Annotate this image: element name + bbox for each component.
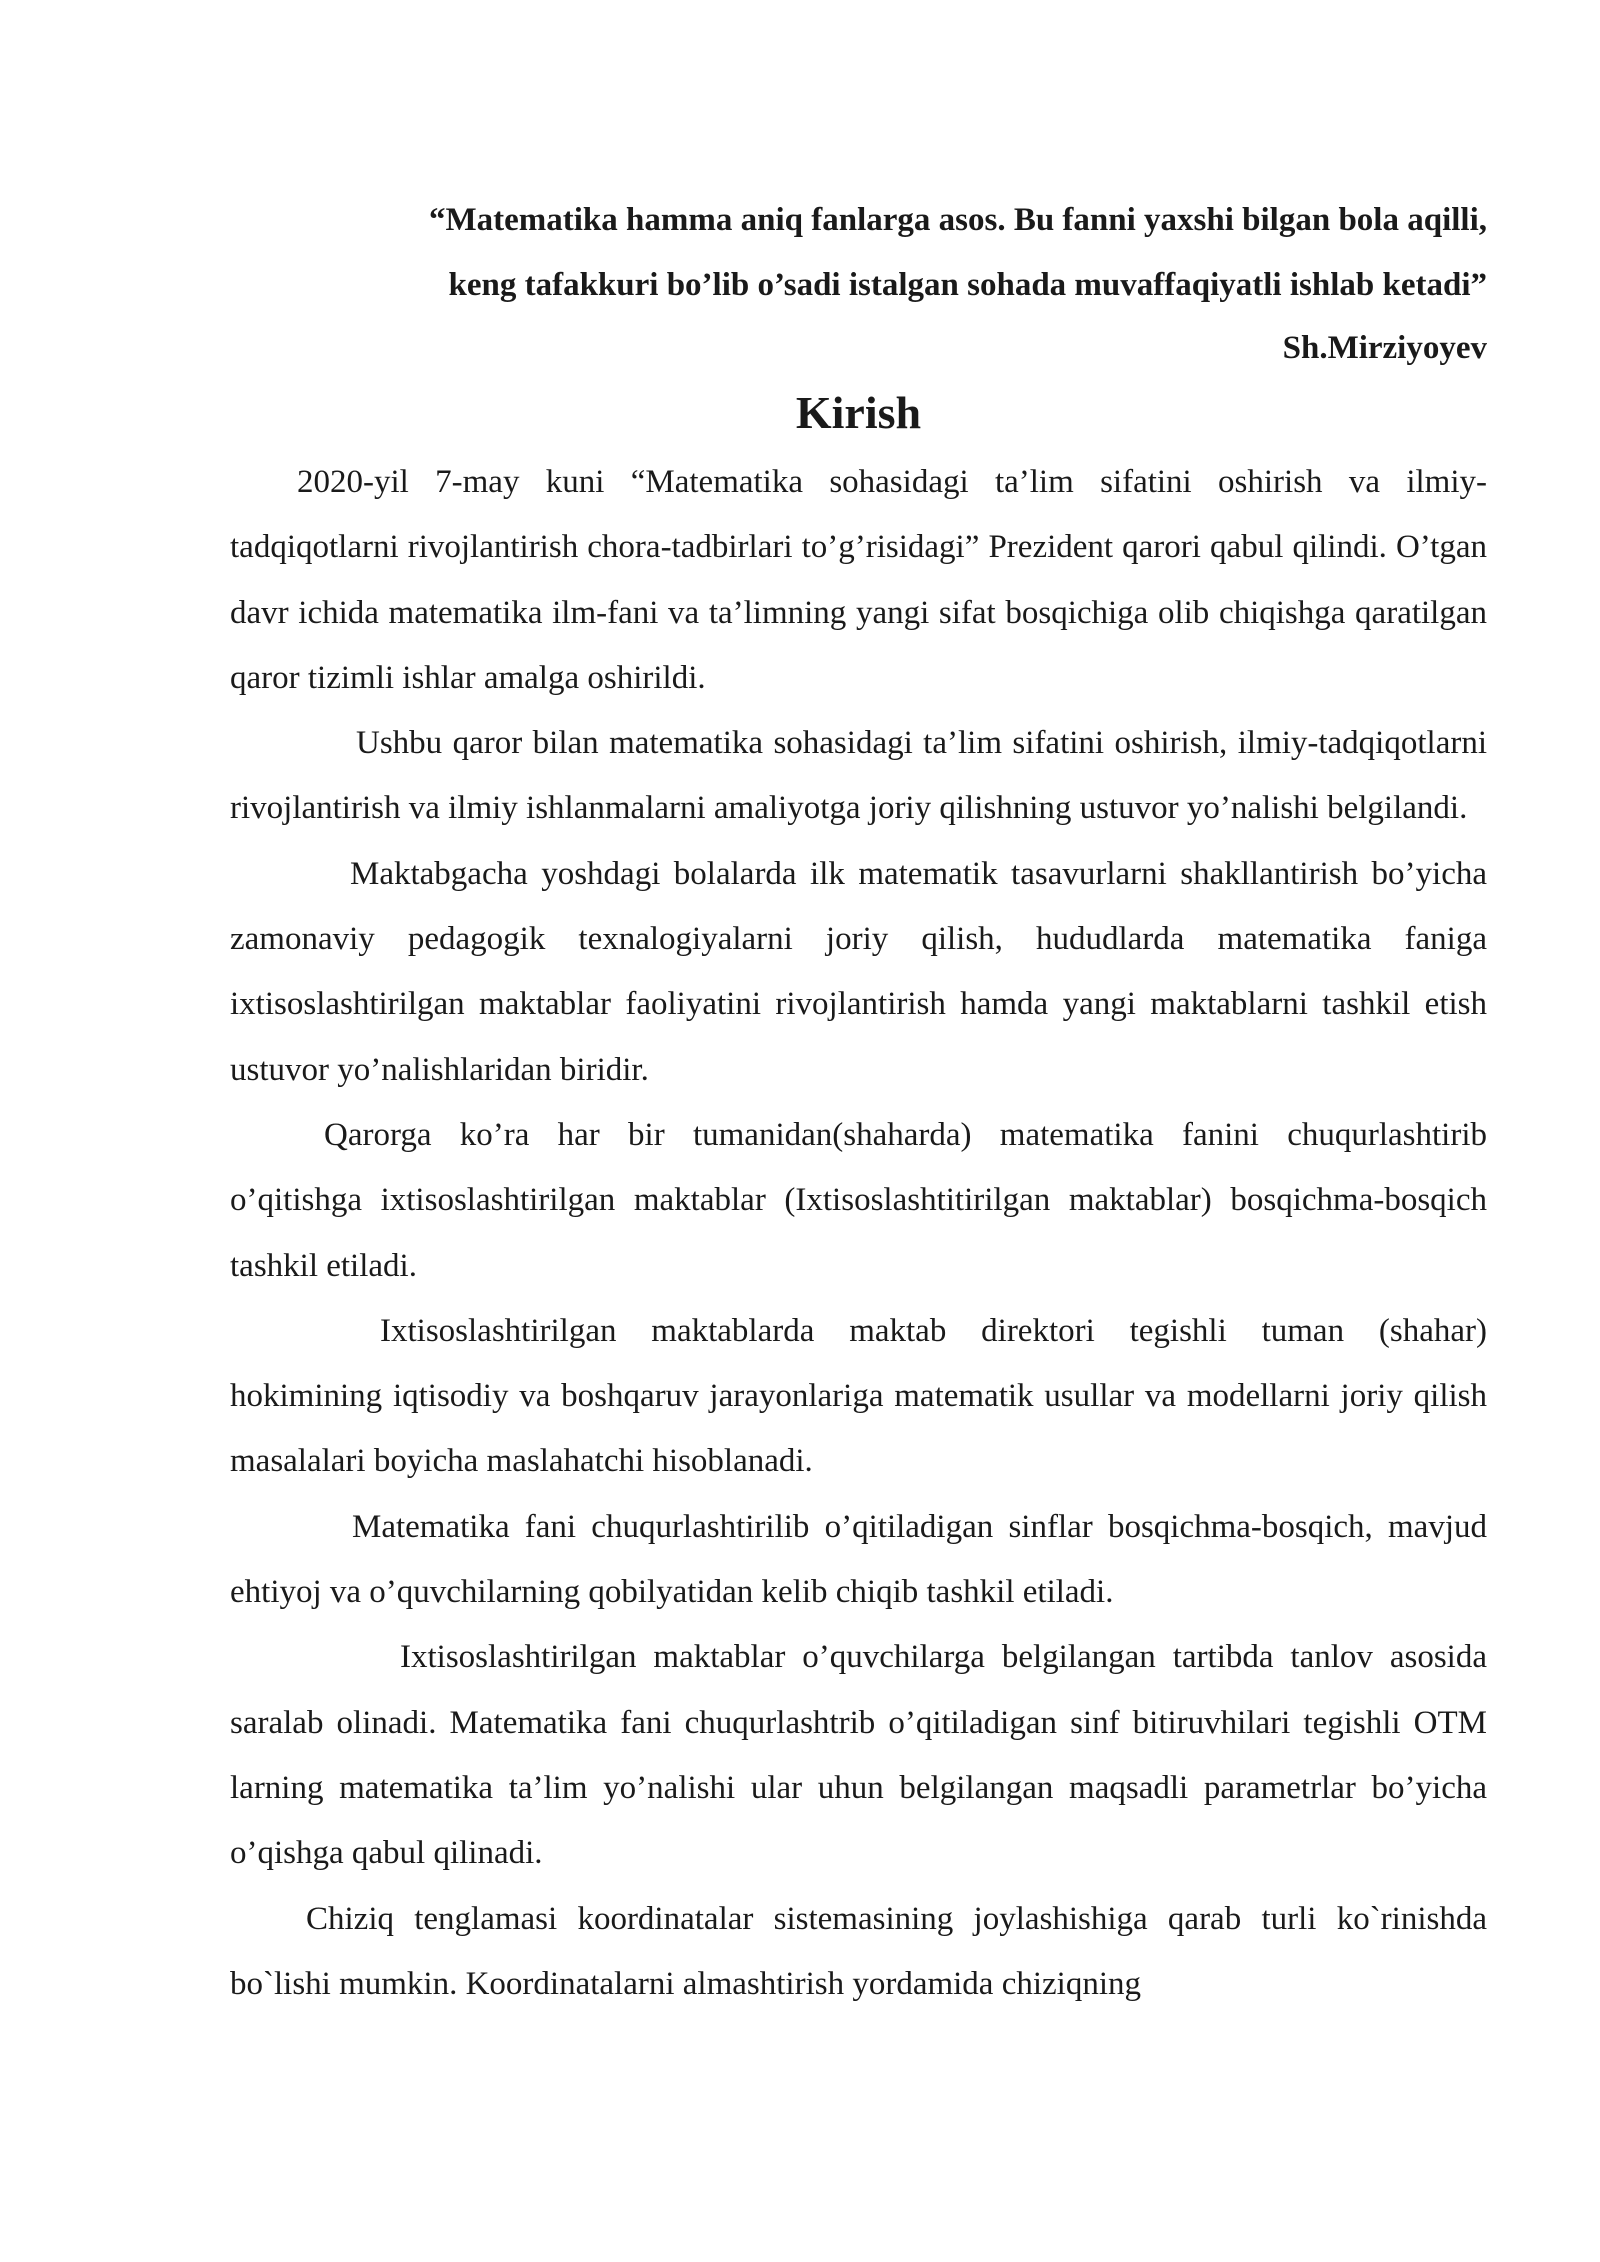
paragraph-3: Maktabgacha yoshdagi bolalarda ilk matematik tasavurlarni shakllantirish bo’yicha zamonaviy pedagogik texnalogiyalarni joriy qilish, hududlarda matematika faniga ixtisoslashtirilgan maktablar faoliyatini rivojlantirish hamda yangi maktablarni tashkil etish ustuvor yo’nalishlaridan biridir. <box>230 855 1487 1088</box>
document-page <box>230 188 1487 2017</box>
epigraph-author: Sh.Mirziyoyev <box>1282 330 1487 366</box>
epigraph-line-2: keng tafakkuri bo’lib o’sadi istalgan sohada muvaffaqiyatli ishlab ketadi” <box>448 267 1487 303</box>
paragraph-2: Ushbu qaror bilan matematika sohasidagi ta’lim sifatini oshirish, ilmiy-tadqiqotlarni rivojlantirish va ilmiy ishlanmalarni amaliyotga joriy qilishning ustuvor yo’nalishi belgilandi. <box>230 725 1487 827</box>
epigraph-line-1: “Matematika hamma aniq fanlarga asos. Bu fanni yaxshi bilgan bola aqilli, <box>428 202 1487 238</box>
paragraph-6: Matematika fani chuqurlashtirilib o’qitiladigan sinflar bosqichma-bosqich, mavjud ehtiyoj va o’quvchilarning qobilyatidan kelib chiqib tashkil etiladi. <box>230 1508 1487 1611</box>
paragraph-5: Ixtisoslashtirilgan maktablarda maktab direktori tegishli tuman (shahar) hokimining iqtisodiy va boshqaruv jarayonlariga matematik usullar va modellarni joriy qilish masalalari boyicha maslahatchi hisoblanadi. <box>230 1312 1487 1480</box>
epigraph-quote <box>230 188 1487 318</box>
paragraph-1: 2020-yil 7-may kuni “Matematika sohasidagi ta’lim sifatini oshirish va ilmiy-tadqiqotlarni rivojlantirish chora-tadbirlari to’g’risidagi” Prezident qarori qabul qilindi. O’tgan davr ichida matematika ilm-fani va ta’limning yangi sifat bosqichiga olib chiqishga qaratilgan qaror tizimli ishlar amalga oshirildi. <box>230 464 1487 696</box>
paragraph-8: Chiziq tenglamasi koordinatalar sistemasining joylashishiga qarab turli ko`rinishda bo`lishi mumkin. Koordinatalarni almashtirish yordamida chiziqning <box>230 1900 1487 2002</box>
section-heading: Kirish <box>795 387 922 438</box>
paragraph-8-container <box>230 1887 1487 2017</box>
paragraph-7: Ixtisoslashtirilgan maktablar o’quvchilarga belgilangan tartibda tanlov asosida saralab olinadi. Matematika fani chuqurlashtrib o’qitiladigan sinf bitiruvhilari tegishli OTM larning matematika ta’lim yo’nalishi ular uhun belgilangan maqsadli parametrlar bo’yicha o’qishga qabul qilinadi. <box>230 1639 1487 1872</box>
paragraph-4: Qarorga ko’ra har bir tumanidan(shaharda) matematika fanini chuqurlashtirib o’qitishga ixtisoslashtirilgan maktablar (Ixtisoslashtitirilgan maktablar) bosqichma-bosqich tashkil etiladi. <box>230 1116 1487 1284</box>
